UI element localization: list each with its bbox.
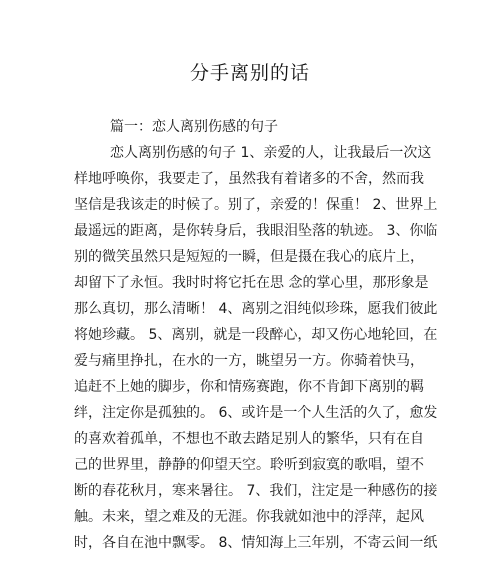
text-line: 绊，注定你是孤独的。 6、或许是一个人生活的久了，愈发: [74, 405, 438, 421]
text-line: 己的世界里，静静的仰望天空。聆听到寂寞的歌唱，望不: [74, 457, 424, 473]
text-line: 将她珍藏。 5、离别，就是一段醉心，却又伤心地轮回，在: [74, 327, 438, 343]
text-line: 却留下了永恒。我时时将它托在思 念的掌心里，那形象是: [74, 275, 429, 291]
text-line: 别的微笑虽然只是短短的一瞬，但是摄在我心的底片上，: [74, 249, 424, 265]
article-body: [74, 114, 438, 556]
text-line: 的喜欢着孤单，不想也不敢去踏足别人的繁华，只有在自: [74, 431, 424, 447]
text-line: 那么真切，那么清晰！ 4、离别之泪纯似珍珠，愿我们彼此: [74, 301, 438, 317]
text-line: 样地呼唤你，我要走了，虽然我有着诸多的不舍，然而我: [74, 171, 424, 187]
section-heading: 篇一：恋人离别伤感的句子: [110, 119, 278, 135]
text-line: 追赶不上她的脚步，你和情殇赛跑，你不肯卸下离别的羁: [74, 379, 424, 395]
text-line: 时，各自在池中飘零。 8、情知海上三年别，不寄云间一纸: [74, 535, 438, 551]
text-line: 断的春花秋月，寒来暑往。 7、我们，注定是一种感伤的接: [74, 483, 438, 499]
text-line: 最遥远的距离，是你转身后，我眼泪坠落的轨迹。 3、你临: [74, 223, 438, 239]
text-line: 爱与痛里挣扎，在水的一方，眺望另一方。你骑着快马，: [74, 353, 424, 369]
text-line: 触。未来，望之难及的无涯。你我就如池中的浮萍，起风: [74, 509, 424, 525]
document-title: 分手离别的话: [189, 62, 310, 84]
paragraph: [74, 140, 438, 556]
text-line: 恋人离别伤感的句子 1、亲爱的人，让我最后一次这: [110, 145, 432, 161]
text-line: 坚信是我该走的时候了。别了，亲爱的！保重！ 2、世界上: [74, 197, 438, 213]
